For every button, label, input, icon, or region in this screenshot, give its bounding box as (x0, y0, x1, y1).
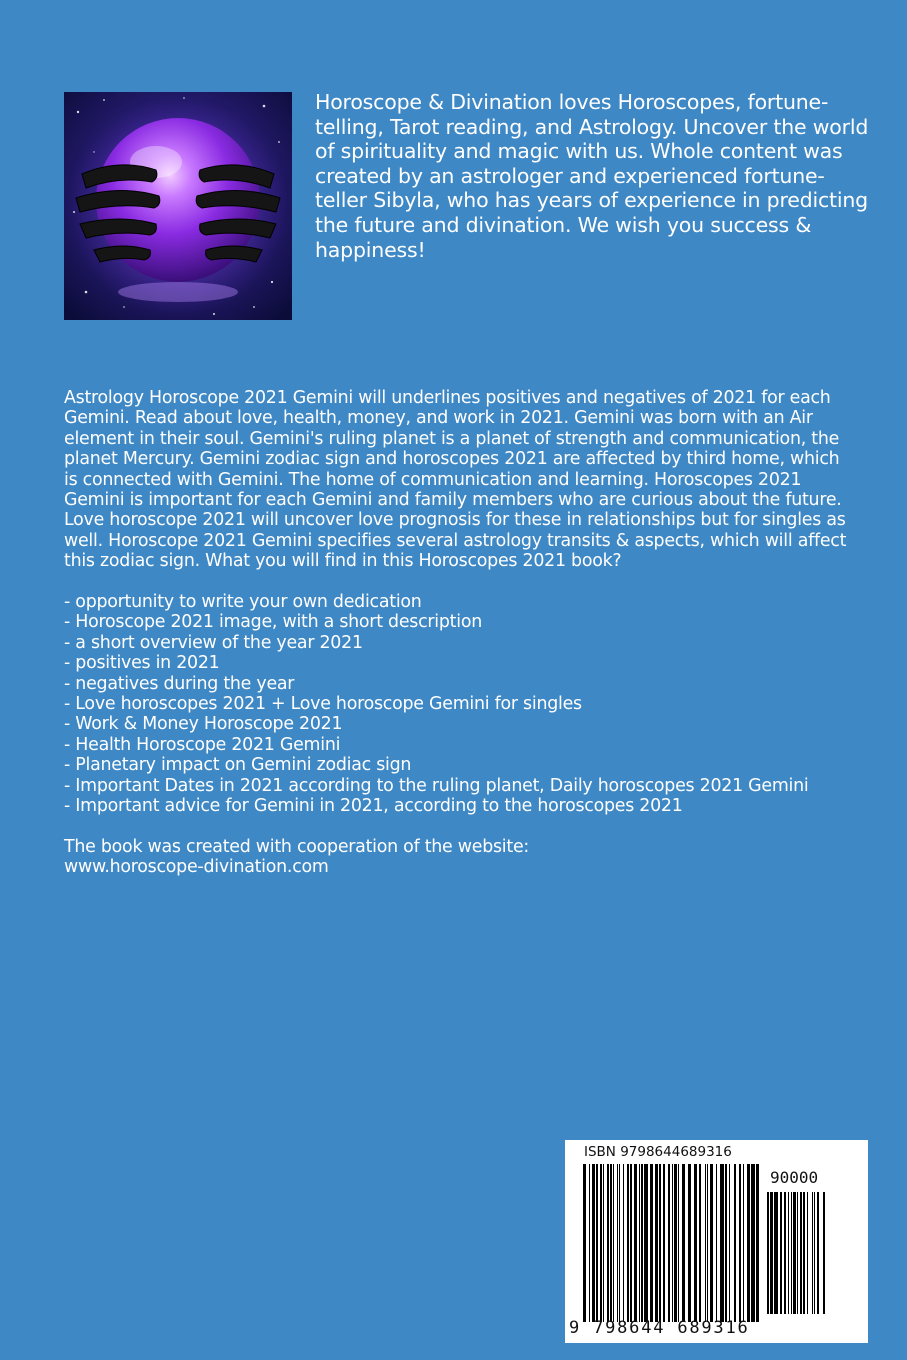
barcode-bar (716, 1164, 717, 1322)
barcode-bar (630, 1164, 632, 1322)
barcode-bar (634, 1164, 637, 1322)
website-url: www.horoscope-divination.com (64, 857, 329, 878)
barcode-bar (678, 1164, 679, 1322)
barcode-bar (663, 1164, 665, 1322)
barcode-bar (747, 1164, 750, 1322)
crystal-ball-icon (64, 92, 292, 320)
barcode-bar (780, 1192, 782, 1314)
author-intro (315, 90, 875, 262)
barcode-bar (720, 1164, 724, 1322)
feature-item: - Health Horoscope 2021 Gemini (64, 734, 341, 755)
barcode-bar (641, 1164, 643, 1322)
author-logo (64, 92, 292, 320)
website-line: The book was created with cooperation of the website: (64, 836, 530, 857)
barcode-bar (688, 1164, 691, 1322)
barcode-bar (600, 1164, 602, 1322)
barcode-bar (644, 1164, 648, 1322)
barcode-bar (707, 1164, 708, 1322)
barcode-bar (814, 1192, 815, 1314)
barcode-bar (672, 1164, 673, 1322)
barcode-bar (774, 1192, 778, 1314)
barcode-bar (823, 1192, 825, 1314)
barcode-bar (619, 1164, 620, 1322)
barcode-bar (784, 1192, 786, 1314)
feature-item: - a short overview of the year 2021 (64, 632, 363, 653)
isbn-barcode-bars (583, 1164, 759, 1322)
barcode-bar (627, 1164, 629, 1322)
barcode-bar (655, 1164, 658, 1322)
feature-item: - Horoscope 2021 image, with a short description (64, 612, 482, 633)
feature-item: - Planetary impact on Gemini zodiac sign (64, 755, 412, 776)
feature-item: - positives in 2021 (64, 653, 220, 674)
barcode-bar (592, 1164, 595, 1322)
barcode-bar (710, 1164, 713, 1322)
barcode-bar (800, 1192, 802, 1314)
feature-item: - opportunity to write your own dedication (64, 592, 422, 613)
intro-text: Horoscope & Divination loves Horoscopes, fortune-telling, Tarot reading, and Astrology. Uncover the world of spirituality and magic with us. Whole content was created by an astrologer and experienced fortune-teller Sibyla, who has years of experience in predicting the future and divination. We wish you success & happiness! (315, 90, 869, 262)
spacer (64, 572, 854, 592)
spacer (64, 817, 854, 837)
barcode-bar (751, 1164, 755, 1322)
barcode-bar (610, 1164, 612, 1322)
barcode-bar (729, 1164, 730, 1322)
price-barcode-bars (767, 1192, 829, 1314)
barcode-bar (788, 1192, 789, 1314)
barcode-bar (725, 1164, 727, 1322)
barcode-bar (639, 1164, 640, 1322)
price-code: 90000 (770, 1168, 819, 1187)
barcode-bar (623, 1164, 624, 1322)
barcode-bar (734, 1164, 736, 1322)
barcode-bar (812, 1192, 813, 1314)
barcode-bar (791, 1192, 792, 1314)
feature-item: - negatives during the year (64, 673, 295, 694)
isbn-digits: 9 798644 689316 (569, 1318, 750, 1338)
barcode-bar (797, 1192, 798, 1314)
isbn-label: ISBN 9798644689316 (584, 1144, 732, 1160)
barcode-bar (807, 1192, 808, 1314)
barcode-bar (650, 1164, 653, 1322)
barcode-bar (603, 1164, 604, 1322)
barcode-bar (583, 1164, 586, 1322)
barcode-bar (793, 1192, 796, 1314)
barcode-bar (668, 1164, 670, 1322)
barcode-bar (617, 1164, 618, 1322)
book-description (64, 388, 854, 878)
feature-item: - Work & Money Horoscope 2021 (64, 714, 343, 735)
barcode-bar (756, 1164, 759, 1322)
feature-item: - Love horoscopes 2021 + Love horoscope Gemini for singles (64, 694, 582, 715)
feature-item: - Important Dates in 2021 according to the ruling planet, Daily horoscopes 2021 Gemini (64, 775, 809, 796)
feature-item: - Important advice for Gemini in 2021, according to the horoscopes 2021 (64, 796, 683, 817)
barcode-bar (674, 1164, 677, 1322)
barcode-bar (739, 1164, 741, 1322)
barcode-bar (694, 1164, 697, 1322)
barcode-bar (817, 1192, 819, 1314)
barcode-bar (659, 1164, 661, 1322)
barcode-bar (767, 1192, 769, 1314)
barcode-bar (596, 1164, 598, 1322)
barcode-bar (803, 1192, 805, 1314)
barcode-bar (743, 1164, 744, 1322)
barcode-bar (770, 1192, 773, 1314)
description-paragraph: Astrology Horoscope 2021 Gemini will underlines positives and negatives of 2021 for each Gemini. Read about love, health, money, and work in 2021. Gemini was born with an Air element in their soul. Gemini's ruling planet is a planet of strength and communication, the planet Mercury. Gemini zodiac sign and horoscopes 2021 are affected by third home, which is connected with Gemini. The home of communication and learning. Horoscopes 2021 Gemini is important for each Gemini and family members who are curious about the future. Love horoscope 2021 will uncover love prognosis for these in relationships but for singles as well. Horoscope 2021 Gemini specifies several astrology transits & aspects, which will affect this zodiac sign. What you will find in this Horoscopes 2021 book? (64, 388, 847, 572)
barcode-bar (589, 1164, 590, 1322)
barcode-bar (682, 1164, 685, 1322)
barcode-bar (613, 1164, 614, 1322)
barcode-bar (699, 1164, 701, 1322)
barcode-bar (607, 1164, 609, 1322)
barcode-box (565, 1140, 868, 1343)
feature-list (64, 592, 854, 816)
barcode-bar (705, 1164, 706, 1322)
